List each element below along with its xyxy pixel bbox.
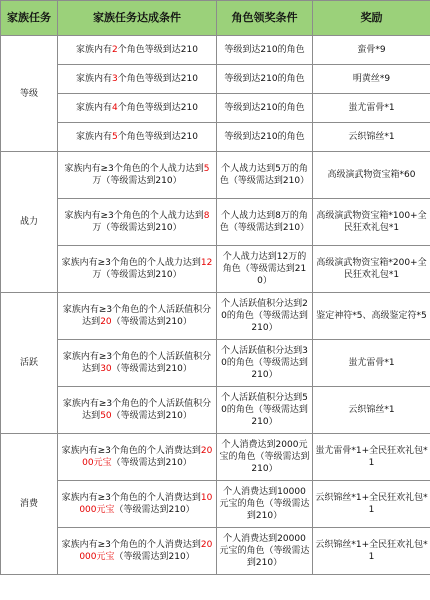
condition-cell: [58, 387, 217, 434]
category-cell: 等级: [1, 36, 58, 152]
table-header-row: [1, 1, 430, 36]
reward-cell: 云织锦丝*1: [313, 387, 430, 434]
condition-text: 个角色等级到达210: [117, 45, 198, 55]
table-row: [1, 199, 430, 246]
condition-text: 家族内有≥3个角色的个人活跃值积分达到: [62, 399, 212, 421]
requirement-cell: 个人消费达到10000元宝的角色（等级需达到210）: [217, 481, 313, 528]
requirement-cell: 个人战力达到8万的角色（等级需达到210）: [217, 199, 313, 246]
reward-cell: 高级演武物资宝箱*60: [313, 152, 430, 199]
table-row: [1, 293, 430, 340]
condition-text: 家族内有: [76, 74, 113, 84]
reward-cell: 云织锦丝*1+全民狂欢礼包*1: [313, 528, 430, 575]
condition-text: 家族内有≥3个角色的个人消费达到: [61, 540, 201, 550]
condition-cell: [58, 481, 217, 528]
table-row: [1, 340, 430, 387]
condition-highlight: 2000元宝: [82, 446, 213, 468]
condition-text: 家族内有≥3个角色的个人战力达到: [61, 258, 201, 268]
condition-cell: [58, 152, 217, 199]
condition-text: （等级需达到210）: [114, 505, 195, 515]
condition-highlight: 10000元宝: [79, 493, 213, 515]
condition-text: （等级需达到210）: [111, 364, 192, 374]
condition-highlight: 20000元宝: [79, 540, 213, 562]
category-cell: 战力: [1, 152, 58, 293]
table-row: [1, 123, 430, 152]
condition-cell: [58, 246, 217, 293]
condition-text: 家族内有≥3个角色的个人消费达到: [61, 446, 201, 456]
requirement-cell: 等级到达210的角色: [217, 123, 313, 152]
condition-cell: [58, 293, 217, 340]
requirement-cell: 等级到达210的角色: [217, 94, 313, 123]
reward-cell: 蚩尤雷骨*1+全民狂欢礼包*1: [313, 434, 430, 481]
table-row: [1, 528, 430, 575]
condition-highlight: 4: [112, 103, 118, 113]
table-row: [1, 36, 430, 65]
requirement-cell: 个人战力达到5万的角色（等级需达到210）: [217, 152, 313, 199]
condition-text: 万（等级需达到210）: [92, 176, 182, 186]
condition-highlight: 8: [203, 211, 210, 221]
condition-text: 家族内有: [76, 45, 113, 55]
condition-text: 家族内有≥3个角色的个人战力达到: [64, 211, 204, 221]
table-row: [1, 246, 430, 293]
condition-highlight: 12: [200, 258, 213, 268]
requirement-cell: 个人活跃值积分达到30的角色（等级需达到210）: [217, 340, 313, 387]
condition-text: 家族内有≥3个角色的个人战力达到: [64, 164, 204, 174]
requirement-cell: 等级到达210的角色: [217, 36, 313, 65]
reward-cell: 蛮骨*9: [313, 36, 430, 65]
requirement-cell: 个人消费达到2000元宝的角色（等级需达到210）: [217, 434, 313, 481]
table-row: [1, 152, 430, 199]
condition-text: （等级需达到210）: [114, 552, 195, 562]
reward-cell: 鉴定神符*5、高级鉴定符*5: [313, 293, 430, 340]
requirement-cell: 个人活跃值积分达到50的角色（等级需达到210）: [217, 387, 313, 434]
condition-text: 家族内有: [76, 103, 113, 113]
header-reward: 奖励: [313, 1, 430, 36]
reward-cell: 蚩尤雷骨*1: [313, 94, 430, 123]
condition-text: 个角色等级到达210: [117, 103, 198, 113]
condition-cell: [58, 340, 217, 387]
header-achieve-condition: 家族任务达成条件: [58, 1, 217, 36]
reward-cell: 明黄丝*9: [313, 65, 430, 94]
table-row: [1, 94, 430, 123]
reward-cell: 云织锦丝*1+全民狂欢礼包*1: [313, 481, 430, 528]
condition-text: （等级需达到210）: [111, 317, 192, 327]
reward-cell: 蚩尤雷骨*1: [313, 340, 430, 387]
condition-highlight: 20: [100, 317, 112, 327]
condition-text: 个角色等级到达210: [117, 74, 198, 84]
table-row: [1, 434, 430, 481]
category-cell: 消费: [1, 434, 58, 575]
condition-text: 家族内有≥3个角色的个人消费达到: [61, 493, 201, 503]
condition-text: 家族内有≥3个角色的个人活跃值积分达到: [62, 352, 212, 374]
condition-highlight: 3: [112, 74, 118, 84]
condition-text: 家族内有: [76, 132, 113, 142]
condition-cell: [58, 528, 217, 575]
reward-cell: 高级演武物资宝箱*100+全民狂欢礼包*1: [313, 199, 430, 246]
condition-text: （等级需达到210）: [111, 458, 192, 468]
reward-cell: 高级演武物资宝箱*200+全民狂欢礼包*1: [313, 246, 430, 293]
requirement-cell: 个人消费达到20000元宝的角色（等级需达到210）: [217, 528, 313, 575]
condition-text: 万（等级需达到210）: [92, 270, 182, 280]
requirement-cell: 等级到达210的角色: [217, 65, 313, 94]
header-family-quest: 家族任务: [1, 1, 58, 36]
condition-highlight: 30: [100, 364, 112, 374]
condition-text: 家族内有≥3个角色的个人活跃值积分达到: [62, 305, 212, 327]
category-cell: 活跃: [1, 293, 58, 434]
condition-text: 个角色等级到达210: [117, 132, 198, 142]
condition-cell: [58, 94, 217, 123]
condition-text: （等级需达到210）: [111, 411, 192, 421]
condition-cell: [58, 36, 217, 65]
condition-highlight: 2: [112, 45, 118, 55]
reward-cell: 云织锦丝*1: [313, 123, 430, 152]
requirement-cell: 个人战力达到12万的角色（等级需达到210）: [217, 246, 313, 293]
condition-highlight: 5: [112, 132, 118, 142]
condition-text: 万（等级需达到210）: [92, 223, 182, 233]
condition-cell: [58, 65, 217, 94]
condition-highlight: 50: [100, 411, 112, 421]
header-claim-condition: 角色领奖条件: [217, 1, 313, 36]
table-row: [1, 65, 430, 94]
condition-highlight: 5: [203, 164, 210, 174]
table-row: [1, 387, 430, 434]
condition-cell: [58, 199, 217, 246]
condition-cell: [58, 434, 217, 481]
condition-cell: [58, 123, 217, 152]
requirement-cell: 个人活跃值积分达到20的角色（等级需达到210）: [217, 293, 313, 340]
table-row: [1, 481, 430, 528]
